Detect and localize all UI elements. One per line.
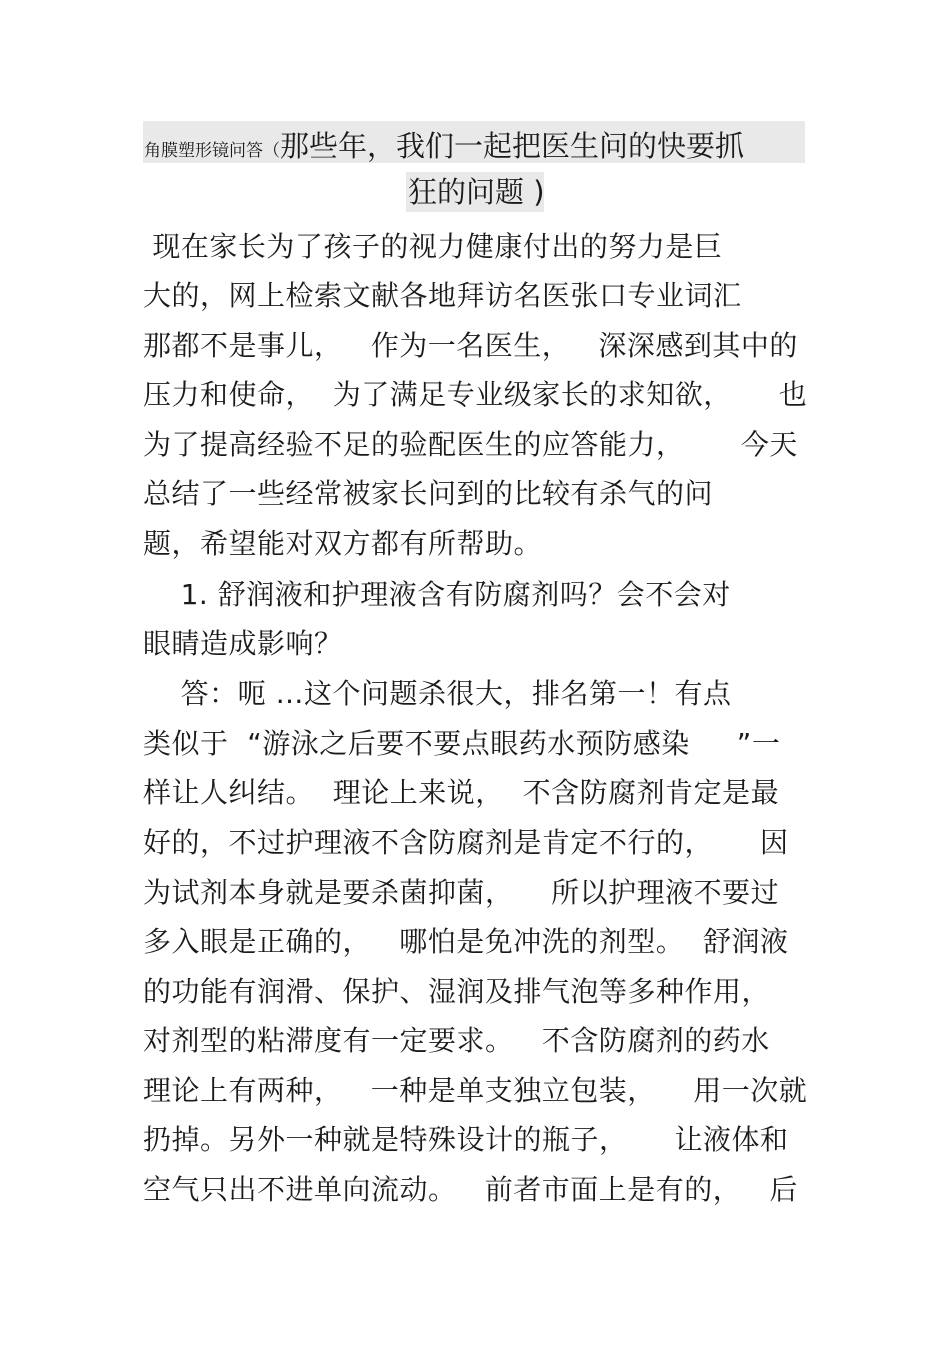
body-line: 大的，网上检索文献各地拜访名医张口专业词汇 [143, 279, 742, 312]
body-line: 对剂型的粘滞度有一定要求。 不含防腐剂的药水 [143, 1024, 770, 1057]
body-line: 多入眼是正确的， 哪怕是免冲洗的剂型。 舒润液 [143, 925, 789, 958]
body-line: 压力和使命， 为了满足专业级家长的求知欲， 也 [143, 378, 808, 411]
body-line: 理论上有两种， 一种是单支独立包装， 用一次就 [143, 1074, 808, 1107]
body-line: 好的，不过护理液不含防腐剂是肯定不行的， 因 [143, 826, 789, 859]
body-line: 眼睛造成影响？ [143, 627, 343, 660]
body-line: 为试剂本身就是要杀菌抑菌， 所以护理液不要过 [143, 876, 780, 909]
title-small-part: 角膜塑形镜问答（ [144, 141, 280, 161]
title-large-part: 那些年，我们一起把医生问的快要抓 [280, 129, 745, 163]
body-line: 为了提高经验不足的验配医生的应答能力， 今天 [143, 428, 798, 461]
body-line: 题，希望能对双方都有所帮助。 [143, 527, 543, 560]
body-line: 的功能有润滑、保护、湿润及排气泡等多种作用， [143, 975, 771, 1008]
body-line: 扔掉。另外一种就是特殊设计的瓶子， 让液体和 [143, 1123, 789, 1156]
body-line: 空气只出不进单向流动。 前者市面上是有的， 后 [143, 1173, 798, 1206]
body-line: 现在家长为了孩子的视力健康付出的努力是巨 [143, 230, 723, 263]
body-line: 1. 舒润液和护理液含有防腐剂吗？会不会对 [143, 578, 731, 611]
document-title-line2: 狂的问题 ) [408, 175, 545, 209]
document-title [144, 128, 744, 169]
body-line: 总结了一些经常被家长问到的比较有杀气的问 [143, 477, 714, 510]
body-line: 答：呃 …这个问题杀很大，排名第一！有点 [143, 677, 732, 710]
body-line: 那都不是事儿， 作为一名医生， 深深感到其中的 [143, 329, 798, 362]
body-line: 样让人纠结。 理论上来说， 不含防腐剂肯定是最 [143, 776, 780, 809]
body-line: 类似于 “游泳之后要不要点眼药水预防感染 ”一 [143, 727, 781, 760]
